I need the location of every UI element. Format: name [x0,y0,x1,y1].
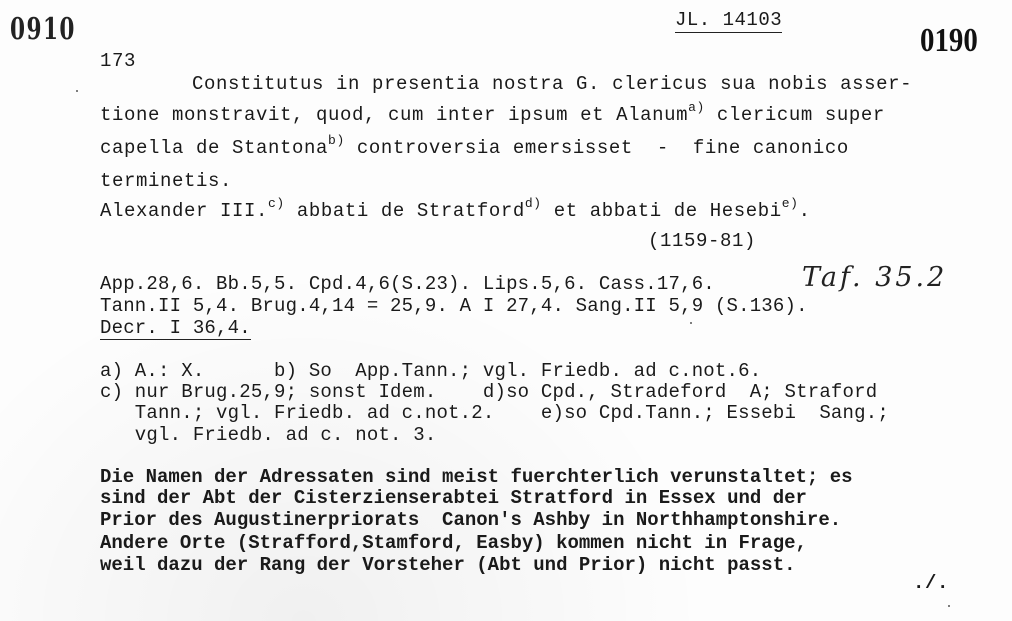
footnote-line-4: vgl. Friedb. ad c. not. 3. [100,424,437,446]
archive-stamp-left: 0910 [10,12,76,47]
footnote-line-1: a) A.: X. b) So App.Tann.; vgl. Friedb. ad c.not.6. [100,360,762,382]
handwritten-note: Taf. 35.2 [802,262,948,293]
document-number: 173 [100,50,137,72]
text-line-2: tione monstravit, quod, cum inter ipsum et Alanum$^{a)}$ clericum super [100,100,885,126]
address-line: Alexander III.$^{c)}$ abbati de Stratford$^{d)}$ et abbati de Hesebi$^{e)}$. [100,196,811,222]
sources-line-2: Tann.II 5,4. Brug.4,14 = 25,9. A I 27,4. Sang.II 5,9 (S.136). [100,295,808,317]
commentary-line-4: Andere Orte (Strafford,Stamford, Easby) kommen nicht in Frage, [100,532,807,554]
paper-speck [76,90,78,92]
commentary-line-1: Die Namen der Adressaten sind meist fuerchterlich verunstaltet; es [100,466,853,488]
footnote-line-2: c) nur Brug.25,9; sonst Idem. d)so Cpd., Stradeford A; Straford [100,381,878,403]
sources-line-1: App.28,6. Bb.5,5. Cpd.4,6(S.23). Lips.5,6. Cass.17,6. [100,273,715,295]
commentary-line-3: Prior des Augustinerpriorats Canon's Ashby in Northhamptonshire. [100,509,842,531]
end-mark: ./. [913,572,950,594]
commentary-line-5: weil dazu der Rang der Vorsteher (Abt und Prior) nicht passt. [100,554,796,576]
archive-stamp-right: 0190 [920,22,978,59]
paper-speck [948,605,950,607]
text-line-3: capella de Stantona$^{b)}$ controversia emersisset - fine canonico [100,133,849,159]
text-line-1: Constitutus in presentia nostra G. clericus sua nobis asser- [192,73,913,95]
jaffe-reference: JL. 14103 [675,9,783,31]
text-line-4: terminetis. [100,170,233,192]
paper-speck [690,322,692,324]
footnote-line-3: Tann.; vgl. Friedb. ad c.not.2. e)so Cpd.Tann.; Essebi Sang.; [100,402,889,424]
commentary-line-2: sind der Abt der Cisterzienserabtei Stratford in Essex und der [100,487,807,509]
date-range: (1159-81) [648,230,757,252]
sources-line-3: Decr. I 36,4. [100,317,251,339]
